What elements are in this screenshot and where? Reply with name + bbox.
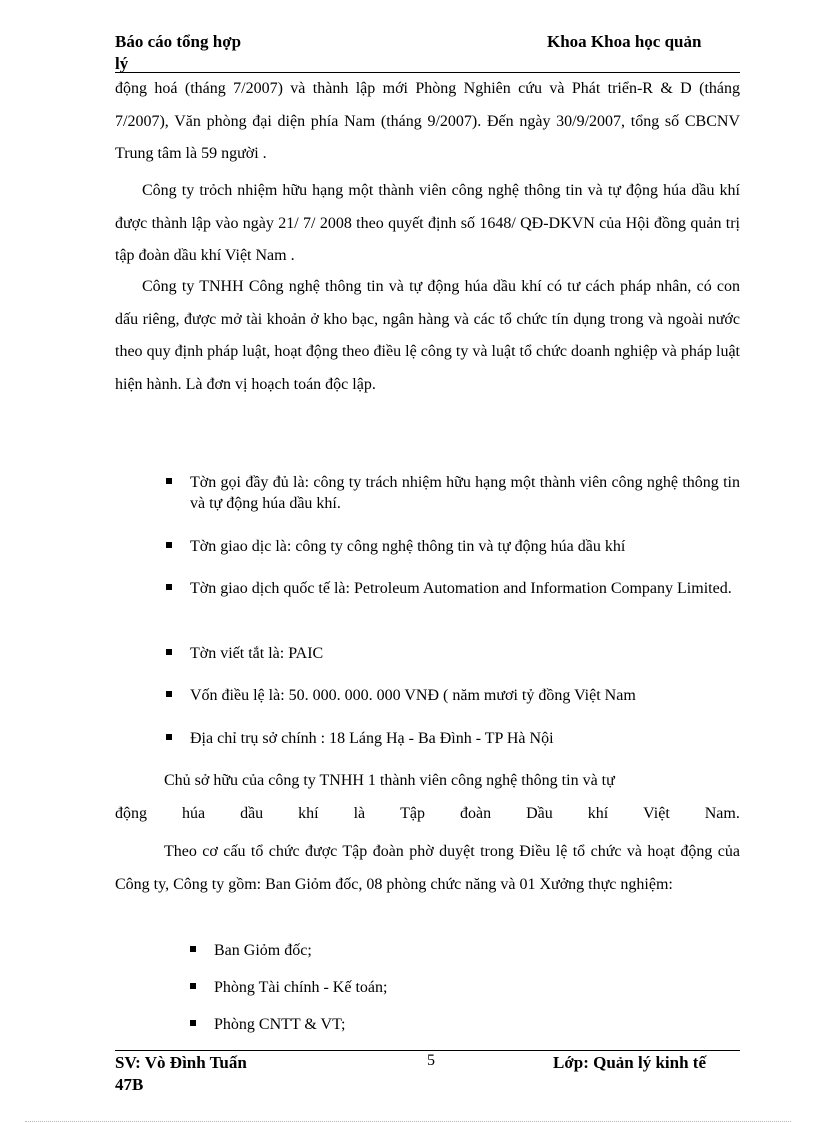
list-item: Phòng CNTT & VT;	[190, 1014, 730, 1035]
page-bottom-divider	[25, 1121, 791, 1122]
list-item: Tờn viết tắt là: PAIC	[166, 643, 740, 664]
header-title: Báo cáo tổng hợp	[115, 32, 242, 51]
bullet-icon	[166, 649, 172, 655]
paragraph-legal-status: Công ty TNHH Công nghệ thông tin và tự động húa dầu khí có tư cách pháp nhân, có con dấu riêng, được mở tài khoản ở kho bạc, ngân hàng và các tổ chức tín dụng trong và ngoài nước theo quy định pháp luật, hoạt động theo điều lệ công ty và luật tổ chức doanh nghiệp và pháp luật hiện hành. Là đơn vị hoạch toán độc lập.	[115, 278, 740, 393]
list-item: Ban Giỏm đốc;	[190, 940, 730, 961]
paragraph-structure: Theo cơ cấu tổ chức được Tập đoàn phờ duyệt trong Điều lệ tổ chức và hoạt động của Công ty, Công ty gồm: Ban Giỏm đốc, 08 phòng chức năng và 01 Xưởng thực nghiệm:	[115, 843, 740, 893]
footer-student: SV: Vò Đình Tuấn	[115, 1053, 247, 1072]
bullet-icon	[166, 584, 172, 590]
paragraph-owner: Chủ sở hữu của công ty TNHH 1 thành viên công nghệ thông tin và tự	[164, 772, 615, 789]
list-item: Tờn giao dịc là: công ty công nghệ thông tin và tự động húa dầu khí	[166, 536, 740, 557]
header-title-continued: lý	[115, 54, 129, 73]
list-item: Địa chỉ trụ sở chính : 18 Láng Hạ - Ba Đình - TP Hà Nội	[166, 728, 740, 749]
paragraph-history: động hoá (tháng 7/2007) và thành lập mới Phòng Nghiên cứu và Phát triển-R & D (tháng 7/2007), Văn phòng đại diện phía Nam (tháng 9/2007). Đến ngày 30/9/2007, tổng số CBCNV Trung tâm là 59 người .	[115, 80, 740, 162]
header-right: Khoa Khoa học quản	[547, 32, 702, 51]
bullet-icon	[166, 691, 172, 697]
footer-student-continued: 47B	[115, 1075, 144, 1094]
bullet-icon	[166, 542, 172, 548]
footer-left	[115, 1052, 247, 1096]
paragraph-owner-continued: động húa dầu khí là Tập đoàn Dầu khí Việt Nam.	[115, 805, 740, 822]
page-number: 5	[427, 1052, 435, 1069]
bullet-icon	[190, 946, 196, 952]
bullet-icon	[166, 734, 172, 740]
bullet-icon	[190, 1020, 196, 1026]
list-item: Phòng Tài chính - Kế toán;	[190, 977, 730, 998]
bullet-icon	[166, 478, 172, 484]
list-item: Tờn gọi đầy đủ là: công ty trách nhiệm hữu hạng một thành viên công nghệ thông tin và tự động húa dầu khí.	[166, 472, 740, 514]
header-left	[115, 31, 241, 75]
footer-class: Lớp: Quản lý kinh tế	[553, 1053, 707, 1072]
list-item: Vốn điều lệ là: 50. 000. 000. 000 VNĐ ( năm mươi tỷ đồng Việt Nam	[166, 685, 740, 706]
paragraph-founding: Công ty trỏch nhiệm hữu hạng một thành viên công nghệ thông tin và tự động húa dầu khí được thành lập vào ngày 21/ 7/ 2008 theo quyết định số 1648/ QĐ-DKVN của Hội đồng quản trị tập đoàn dầu khí Việt Nam .	[115, 182, 740, 264]
bullet-icon	[190, 983, 196, 989]
list-item: Tờn giao dịch quốc tế là: Petroleum Automation and Information Company Limited.	[166, 578, 740, 599]
